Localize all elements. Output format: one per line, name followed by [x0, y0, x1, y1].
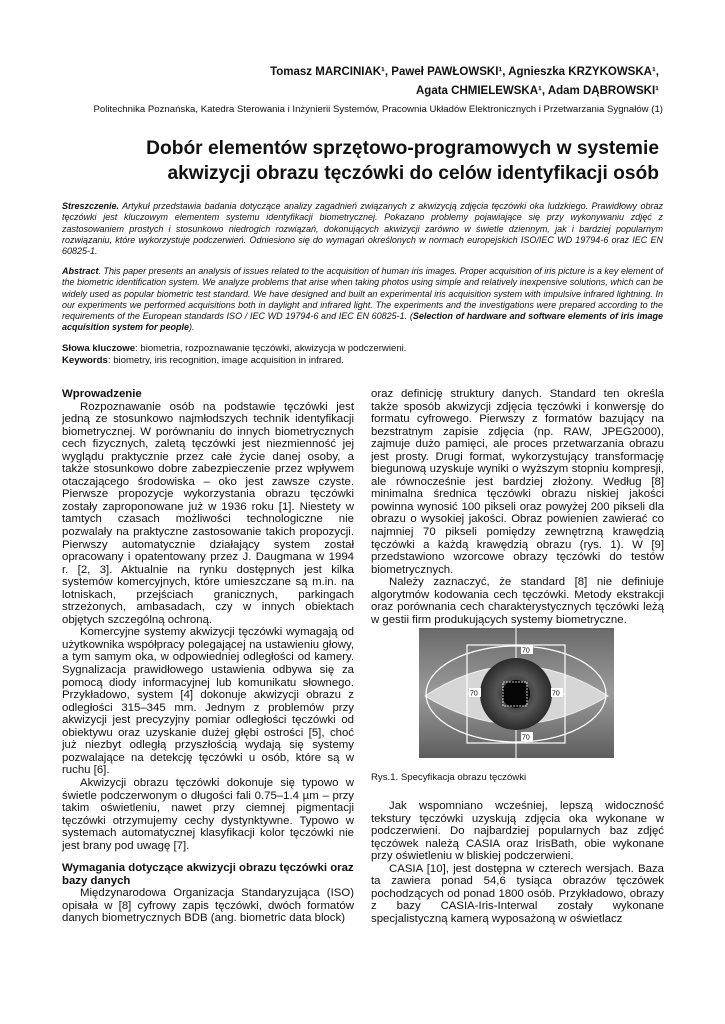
margin-label-right: 70: [552, 690, 560, 698]
paragraph: oraz definicję struktury danych. Standard ten określa także sposób akwizycji zdjęcia tęczówki i konwersję do formatu cyfrowego. Pierwszy z formatów bazujący na bezstratnym zapisie zdjęcia (np. RAW, JPEG2000), zajmuje dużo pamięci, ale proces przetwarzania obrazu jest prosty. Drugi format, wykorzystujący transformację biegunową uzyskuje wyniki o wyższym stopniu kompresji, ale równocześnie jest bardziej złożony. Według [8] minimalna średnica tęczówki obrazu niskiej jakości powinna wynosić 100 pikseli oraz powyżej 200 pikseli dla obrazu o wysokiej jakości. Obraz powienien zawierać co najmniej 70 pikseli pomiędzy zewnętrzną krawędzią tęczówki a każdą krawędzią obrazu (rys. 1). W [9] przedstawiono wzorcowe obrazy tęczówki do testów biometrycznych.: [371, 388, 664, 576]
title-line-2: akwizycji obrazu tęczówki do celów identyfikacji osób: [167, 163, 659, 184]
authors-line-1: Tomasz MARCINIAK¹, Paweł PAWŁOWSKI¹, Agnieszka KRZYKOWSKA¹,: [270, 66, 659, 78]
left-column: [62, 388, 354, 925]
abstract-english-text: . This paper presents an analysis of issues related to the acquisition of human iris images. Proper acquisition of iris picture is a key element of the biometric identification system. We analyze problems that arise when taking photos using simple and relatively inexpensive solutions, which can be widely used as popular biometric test standard. We have designed and built an experimental iris acquisition system with impulsive infrared lightning. In our experiments we performed acquisitions both in daylight and infrared light. The experiments and the investigations were prepared according to the requirements of the European standards ISO / IEC WD 19794-6 and IEC EN 60825-1. (: [62, 266, 663, 322]
section-heading-requirements: Wymagania dotyczące akwizycji obrazu tęczówki oraz bazy danych: [62, 862, 354, 887]
authors-line-2: Agata CHMIELEWSKA¹, Adam DĄBROWSKI¹: [416, 85, 659, 97]
paragraph: CASIA [10], jest dostępna w czterech wersjach. Baza ta zawiera ponad 54,6 tysiąca obrazów tęczówek pochodzących od ponad 1800 osób. Przykładowo, obrazy z bazy CASIA-Iris-Interwal zostały wykonane specjalistyczną kamerą wyposażoną w oświetlacz: [371, 862, 664, 925]
paragraph: Międzynarodowa Organizacja Standaryzująca (ISO) opisała w [8] cyfrowy zapis tęczówki, dwóch formatów danych biometrycznych BDB (ang. biometric data block): [62, 887, 354, 925]
title-line-1: Dobór elementów sprzętowo-programowych w systemie: [146, 138, 659, 159]
keywords-english-label: Keywords: [62, 355, 108, 366]
paragraph: Akwizycji obrazu tęczówki dokonuje się typowo w świetle podczerwonym o długości fali 0.75–1.4 µm – przy takim oświetleniu, nawet przy ciemnej pigmentacji tęczówki otrzymujemy cechy dystynktywne. Typowo w systemach automatycznej klasyfikacji kolor tęczówki nie jest brany pod uwagę [7].: [62, 776, 354, 852]
keywords-block: [62, 343, 663, 367]
paragraph: Rozpoznawanie osób na podstawie tęczówki jest jedną ze stosunkowo najmłodszych technik identyfikacji biometrycznej. W porównaniu do innych biometrycznych cech fizycznych, zaletą tęczówki jest niezmienność jej wyglądu praktycznie przez całe życie danej osoby, a także stosunkowo dobre zabezpieczenie przez wpływem otaczającego środowiska – oko jest zawsze czyste. Pierwsze propozycje wykorzystania obrazu tęczówki zostały zaproponowane już w 1936 roku [1]. Niestety w tamtych czasach możliwości technologiczne nie pozwalały na praktyczne zastosowanie takich propozycji. Pierwszy automatycznie działający system został opracowany i opatentowany przez J. Daugmana w 1994 r. [2, 3]. Aktualnie na rynku dostępnych jest kilka systemów komercyjnych, które umieszczane są m.in. na lotniskach, przejściach granicznych, parkingach strzeżonych, ambasadach, czy w innych obiektach objętych szczególną ochroną.: [62, 400, 354, 626]
abstract-english: [62, 266, 663, 334]
right-column-top: [371, 388, 664, 626]
margin-label-left: 70: [470, 690, 478, 698]
abstract-english-label: Abstract: [62, 266, 99, 276]
keywords-polish-label: Słowa kluczowe: [62, 343, 136, 354]
abstract-english-tail: ).: [189, 322, 195, 333]
affiliation: Politechnika Poznańska, Katedra Sterowania i Inżynierii Systemów, Pracownia Układów Elektronicznych i Przetwarzania Sygnałów (1): [93, 104, 663, 115]
section-heading-introduction: Wprowadzenie: [62, 388, 142, 400]
keywords-english: [62, 355, 663, 367]
abstract-polish-text: Artykuł przedstawia badania dotyczące analizy zagadnień związanych z akwizycją zdjęcia tęczówki oka ludzkiego. Prawidłowy obraz tęczówki jest kluczowym elementem systemu identyfikacji biometrycznej. Pokazano problemy pojawiające się przy wykonywaniu zdjęć z zastosowaniem prostych i stosunkowo niedrogich rozwiązań, dokonujących akwizycji zarówno w świetle dziennym, jak i bardziej popularnym rozwiązaniu, które wykorzystuje podczerwień. Odniesiono się do wymagań określonych w normach europejskich ISO/IEC WD 19794-6 oraz IEC EN 60825-1.: [62, 201, 663, 257]
keywords-polish-text: : biometria, rozpoznawanie tęczówki, akwizycja w podczerwieni.: [135, 343, 407, 354]
abstract-polish: [62, 201, 663, 257]
abstract-polish-label: Streszczenie.: [62, 201, 120, 211]
right-column-bottom: [371, 800, 664, 925]
margin-label-top: 70: [522, 647, 530, 655]
paragraph: Komercyjne systemy akwizycji tęczówki wymagają od użytkownika współpracy polegającej na ustawieniu głowy, a tym samym oka, w odpowiedniej odległości od kamery. Sygnalizacja prawidłowego ustawienia odbywa się za pomocą diody informacyjnej lub komunikatu słownego. Przykładowo, system [4] dokonuje akwizycji obrazu z odległości 315–345 mm. Jednym z problemów przy akwizycji jest precyzyjny pomiar odległości tęczówki od obiektywu oraz uzyskanie dużej głębi ostrości [5], choć już niezbyt odległą przyszłością wydają się systemy pozwalające na detekcję tęczówki u osób, które są w ruchu [6].: [62, 626, 354, 777]
pupil: [502, 680, 530, 708]
paragraph: Jak wspomniano wcześniej, lepszą widoczność tekstury tęczówki uzyskują zdjęcia oka wykonane w podczerwieni. Do najbardziej popularnych baz zdjęć tęczówek należą CASIA oraz IrisBath, obie wykonane przy oświetleniu w bliskiej podczerwieni.: [371, 800, 664, 863]
paper-title: [90, 136, 659, 186]
margin-label-bottom: 70: [522, 734, 530, 742]
figure-caption: Rys.1. Specyfikacja obrazu tęczówki: [371, 772, 527, 783]
keywords-english-text: : biometry, iris recognition, image acquisition in infrared.: [107, 355, 344, 366]
paragraph: Należy zaznaczyć, że standard [8] nie definiuje algorytmów kodowania cech tęczówki. Metody ekstrakcji oraz porównania cech charakterystycznych tęczówki leżą w gestii firm produkujących systemy biometryczne.: [371, 576, 664, 626]
iris-specification-figure: [419, 628, 614, 758]
abstract-english-title: Selection of hardware and software elements of iris image acquisition system for people: [62, 311, 664, 333]
keywords-polish: [62, 343, 663, 355]
